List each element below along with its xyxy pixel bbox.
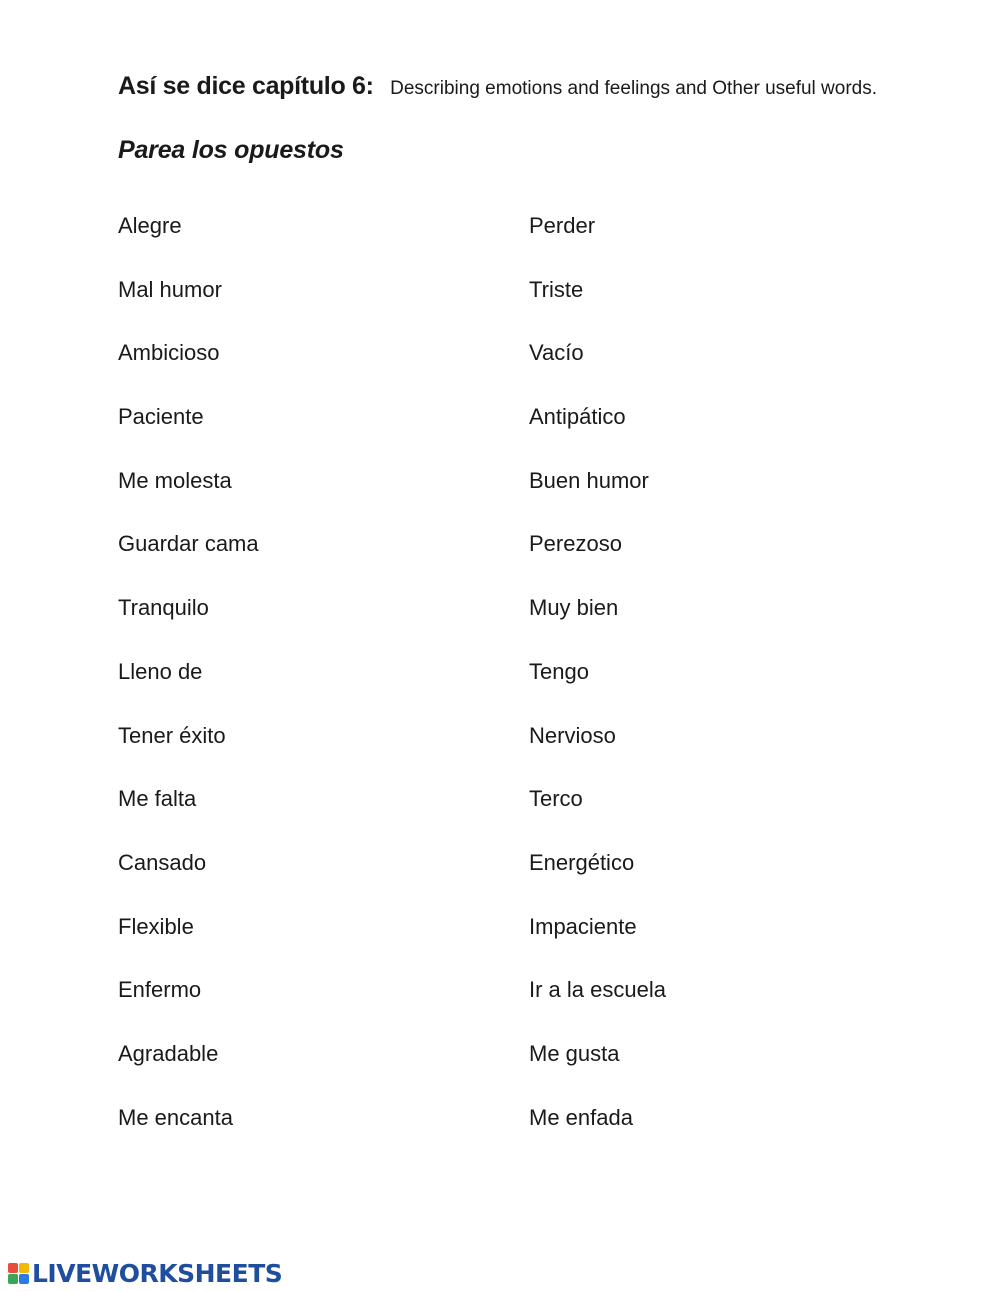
right-word-item: Energético xyxy=(529,849,635,875)
left-word-item: Ambicioso xyxy=(118,340,220,366)
left-word-item: Guardar cama xyxy=(118,531,259,557)
right-word-item: Antipático xyxy=(529,404,626,430)
left-word-item: Tranquilo xyxy=(118,595,209,621)
right-word-item: Me enfada xyxy=(529,1104,633,1130)
left-word-item: Me molesta xyxy=(118,467,232,493)
worksheet-subtitle: Describing emotions and feelings and Other useful words. xyxy=(390,78,878,99)
left-word-item: Me falta xyxy=(118,786,197,812)
left-word-item: Agradable xyxy=(118,1040,219,1066)
logo-square-icon xyxy=(8,1274,18,1284)
right-word-item: Tengo xyxy=(529,658,589,684)
right-word-item: Impaciente xyxy=(529,913,637,939)
left-word-item: Alegre xyxy=(118,213,182,238)
logo-square-icon xyxy=(19,1263,29,1273)
worksheet-header xyxy=(118,72,877,101)
left-word-item: Enfermo xyxy=(118,977,202,1003)
right-word-item: Muy bien xyxy=(529,595,619,621)
right-word-column xyxy=(529,194,666,1149)
instruction-heading: Parea los opuestos xyxy=(118,136,344,164)
logo-square-icon xyxy=(8,1263,18,1273)
right-word-item: Terco xyxy=(529,786,583,812)
right-word-item: Nervioso xyxy=(529,722,616,748)
logo-square-icon xyxy=(19,1274,29,1284)
worksheet-title: Así se dice capítulo 6: xyxy=(118,72,374,100)
left-word-item: Flexible xyxy=(118,913,194,939)
right-word-item: Perezoso xyxy=(529,531,622,557)
right-word-item: Buen humor xyxy=(529,467,649,493)
logo-text: LIVEWORKSHEETS xyxy=(32,1258,283,1288)
left-word-item: Me encanta xyxy=(118,1104,233,1130)
logo-mark-icon xyxy=(8,1263,29,1284)
right-word-item: Vacío xyxy=(529,340,584,366)
left-word-item: Paciente xyxy=(118,404,204,430)
left-word-item: Tener éxito xyxy=(118,722,226,748)
left-word-item: Mal humor xyxy=(118,276,222,302)
liveworksheets-logo xyxy=(8,1258,282,1288)
left-word-item: Lleno de xyxy=(118,658,203,684)
right-word-item: Triste xyxy=(529,276,584,302)
left-word-item: Cansado xyxy=(118,849,207,875)
right-word-item: Perder xyxy=(529,213,596,238)
right-word-item: Me gusta xyxy=(529,1040,620,1066)
left-word-column xyxy=(118,194,259,1149)
right-word-item: Ir a la escuela xyxy=(529,977,666,1003)
